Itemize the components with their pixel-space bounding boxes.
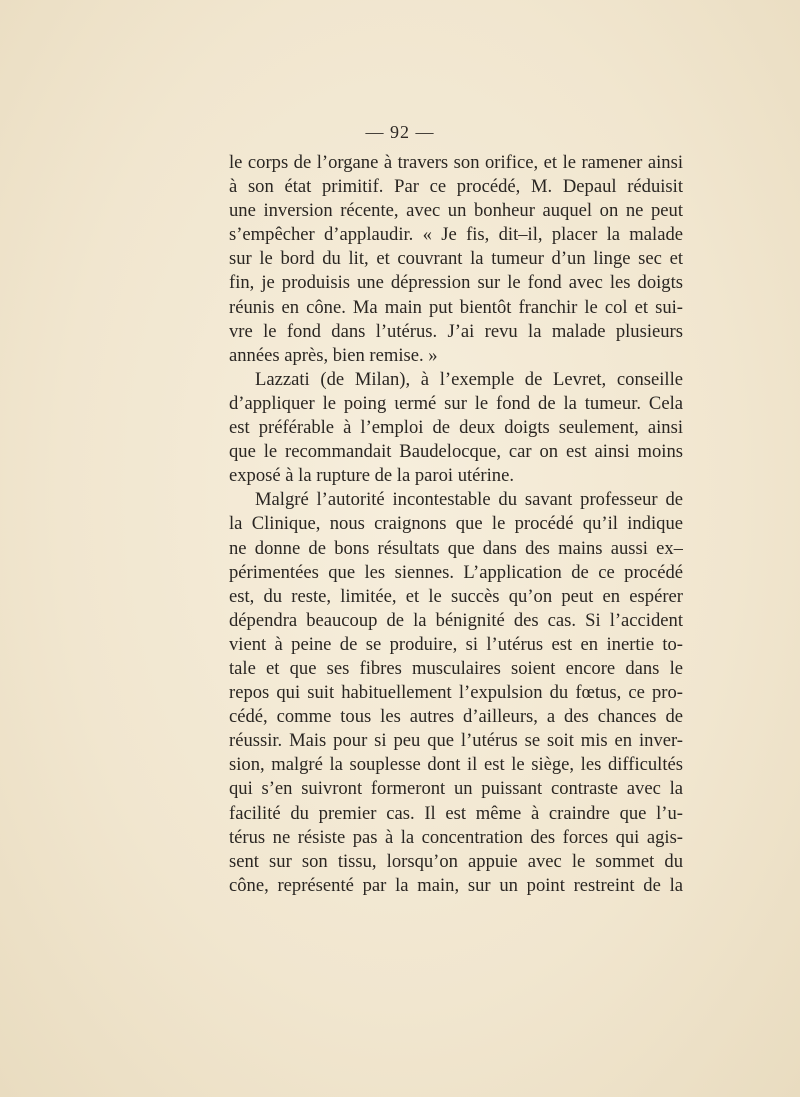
text-line: cône, représenté par la main, sur un point restreint de la (229, 874, 683, 896)
page-number: — 92 — (365, 122, 435, 142)
text-line: vient à peine de se produire, si l’utérus est en inertie to- (229, 633, 683, 655)
text-line: Malgré l’autorité incontestable du savant professeur de (255, 489, 683, 511)
text-line: à son état primitif. Par ce procédé, M. Depaul réduisit (229, 176, 683, 198)
text-line: repos qui suit habituellement l’expulsion du fœtus, ce pro- (229, 682, 683, 704)
text-line: tale et que ses fibres musculaires soient encore dans le (229, 657, 683, 679)
text-line: cédé, comme tous les autres d’ailleurs, a des chances de (229, 706, 683, 728)
text-line: qui s’en suivront formeront un puissant contraste avec la (229, 778, 683, 800)
text-line: la Clinique, nous craignons que le procédé qu’il indique (229, 513, 683, 535)
text-line: ne donne de bons résultats que dans des mains aussi ex– (229, 537, 683, 559)
text-line: réussir. Mais pour si peu que l’utérus se soit mis en inver- (229, 730, 683, 752)
text-line: est préférable à l’emploi de deux doigts seulement, ainsi (229, 417, 683, 439)
text-line: fin, je produisis une dépression sur le fond avec les doigts (229, 272, 683, 294)
text-line: térus ne résiste pas à la concentration des forces qui agis- (229, 826, 683, 848)
text-line: dépendra beaucoup de la bénignité des cas. Si l’accident (229, 609, 683, 631)
text-line: réunis en cône. Ma main put bientôt franchir le col et sui- (229, 296, 683, 318)
text-line: une inversion récente, avec un bonheur auquel on ne peut (229, 200, 683, 222)
text-line: périmentées que les siennes. L’application de ce procédé (229, 561, 683, 583)
text-line: facilité du premier cas. Il est même à craindre que l’u- (229, 802, 683, 824)
text-line: années après, bien remise. » (229, 344, 438, 366)
text-line: sion, malgré la souplesse dont il est le siège, les difficultés (229, 754, 683, 776)
body-text (229, 151, 683, 898)
text-line: d’appliquer le poing ɩermé sur le fond de la tumeur. Cela (229, 392, 683, 414)
text-line: que le recommandait Baudelocque, car on est ainsi moins (229, 441, 683, 463)
text-line: sur le bord du lit, et couvrant la tumeur d’un linge sec et (229, 248, 683, 270)
text-line: est, du reste, limitée, et le succès qu’on peut en espérer (229, 585, 683, 607)
text-line: sent sur son tissu, lorsqu’on appuie avec le sommet du (229, 850, 683, 872)
text-line: exposé à la rupture de la paroi utérine. (229, 465, 514, 487)
text-line: Lazzati (de Milan), à l’exemple de Levret, conseille (255, 368, 683, 390)
text-line: vre le fond dans l’utérus. J’ai revu la malade plusieurs (229, 320, 683, 342)
text-line: le corps de l’organe à travers son orifice, et le ramener ainsi (229, 152, 683, 173)
text-line: s’empêcher d’applaudir. « Je fis, dit–il, placer la malade (229, 224, 683, 246)
